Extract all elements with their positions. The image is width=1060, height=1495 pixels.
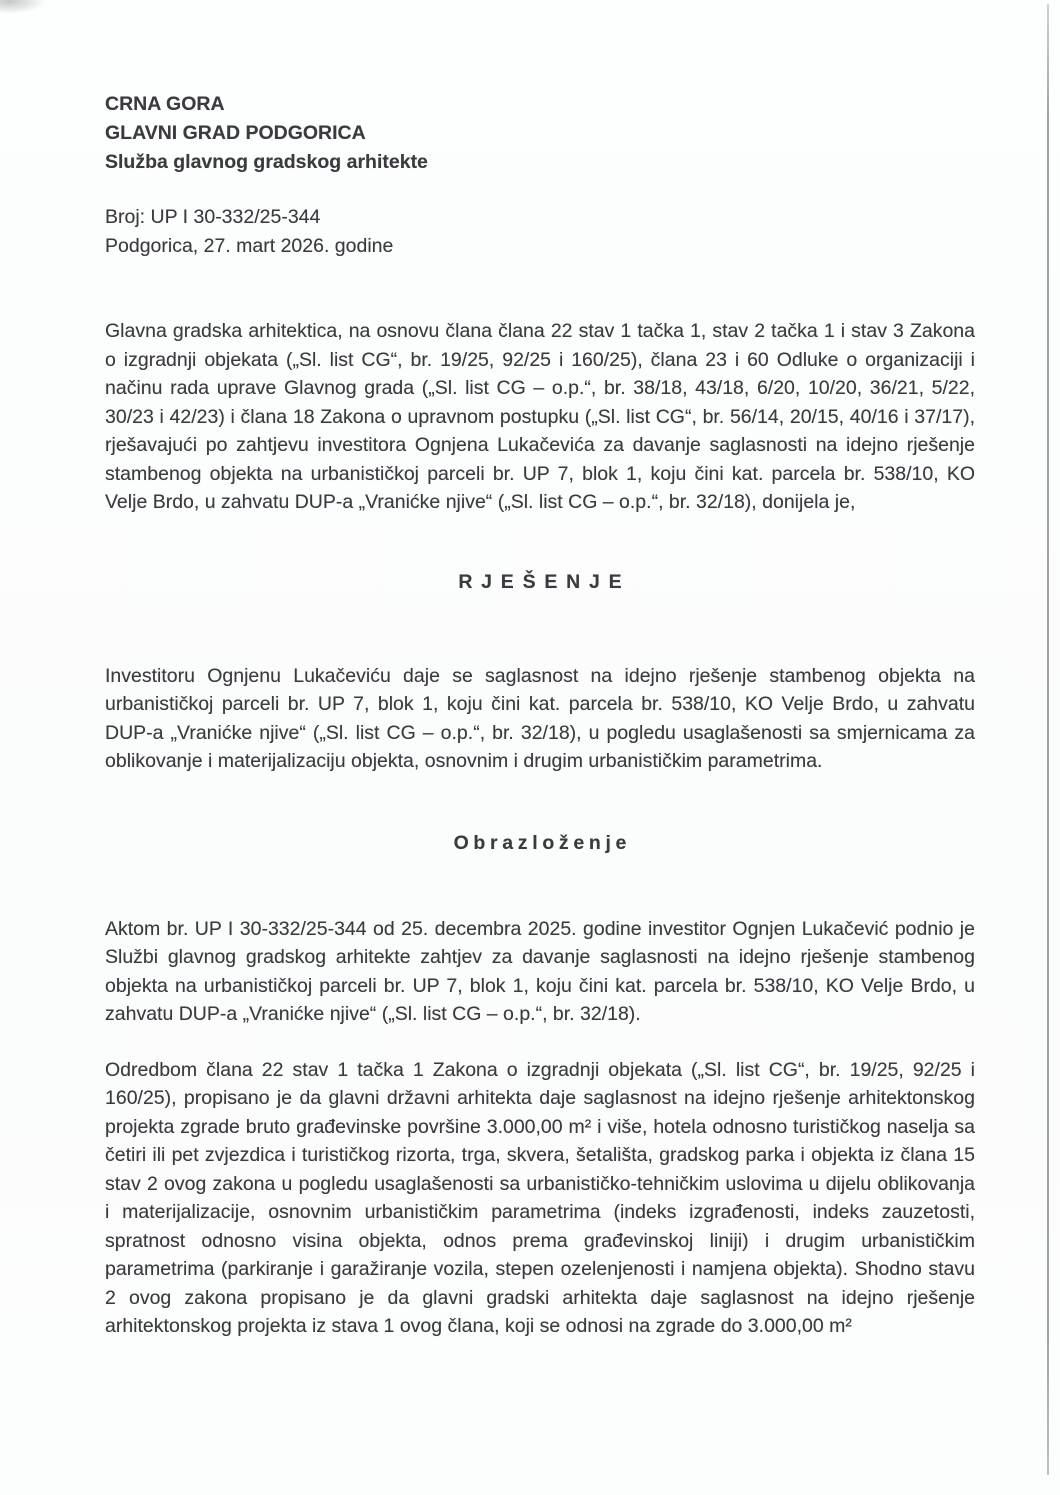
decision-paragraph: Investitoru Ognjenu Lukačeviću daje se saglasnost na idejno rješenje stambenog objekta na urbanističkoj parceli br. UP 7, blok 1, koju čini kat. parcela br. 538/10, KO Velje Brdo, u zahvatu DUP-a „Vranićke njive“ („Sl. list CG – o.p.“, br. 32/18), u pogledu usaglašenosti sa smjernicama za oblikovanje i materijalizaciju objekta, osnovnim i drugim urbanističkim parametrima.: [105, 664, 975, 772]
place-date: Podgorica, 27. mart 2026. godine: [105, 235, 394, 257]
explanation-heading: Obrazloženje: [453, 831, 632, 854]
letterhead-city: GLAVNI GRAD PODGORICA: [105, 122, 366, 144]
explanation-paragraph-2: Odredbom člana 22 stav 1 tačka 1 Zakona o izgradnji objekata („Sl. list CG“, br. 19/25, 92/25 i 160/25), propisano je da glavni državni arhitekta daje saglasnost na idejno rješenje arhitektonskog projekta zgrade bruto građevinske površine 3.000,00 m² i više, hotela odnosno turističkog naselja sa četiri ili pet zvjezdica i turističkog rizorta, trga, skvera, šetališta, gradskog parka i objekta iz člana 15 stav 2 ovog zakona u pogledu usaglašenosti sa urbanističko-tehničkim uslovima u dijelu oblikovanja i materijalizacije, osnovnim urbanističkim parametrima (indeks izgrađenosti, indeks zauzetosti, spratnost odnosno visina objekta, odnos prema građevinskoj liniji) i drugim urbanističkim parametrima (parkiranje i garažiranje vozila, stepen ozelenjenosti i namjena objekta). Shodno stavu 2 ovog zakona propisano je da glavni gradski arhitekta daje saglasnost na idejno rješenje arhitektonskog projekta iz stava 1 ovog člana, koji se odnosi na zgrade do 3.000,00 m²: [105, 1058, 975, 1337]
scan-corner-artifact: [0, 0, 46, 14]
letterhead: [105, 90, 975, 177]
letterhead-country: CRNA GORA: [105, 93, 225, 115]
preamble-paragraph: Glavna gradska arhitektica, na osnovu člana člana 22 stav 1 tačka 1, stav 2 tačka 1 i stav 3 Zakona o izgradnji objekata („Sl. list CG“, br. 19/25, 92/25 i 160/25), člana 23 i 60 Odluke o organizaciji i načinu rada uprave Glavnog grada („Sl. list CG – o.p.“, br. 38/18, 43/18, 6/20, 10/20, 36/21, 5/22, 30/23 i 42/23) i člana 18 Zakona o upravnom postupku („Sl. list CG“, br. 56/14, 20/15, 40/16 i 37/17), rješavajući po zahtjevu investitora Ognjena Lukačevića za davanje saglasnosti na idejno rješenje stambenog objekta na urbanističkoj parceli br. UP 7, blok 1, koju čini kat. parcela br. 538/10, KO Velje Brdo, u zahvatu DUP-a „Vranićke njive“ („Sl. list CG – o.p.“, br. 32/18), donijela je,: [105, 320, 975, 513]
case-number: Broj: UP I 30-332/25-344: [105, 206, 321, 228]
explanation-paragraph-1: Aktom br. UP I 30-332/25-344 od 25. decembra 2025. godine investitor Ognjen Lukačević podnio je Službi glavnog gradskog arhitekte zahtjev za davanje saglasnosti na idejno rješenje stambenog objekta na urbanističkoj parceli br. UP 7, blok 1, koju čini kat. parcela br. 538/10, KO Velje Brdo, u zahvatu DUP-a „Vranićke njive“ („Sl. list CG – o.p.“, br. 32/18).: [105, 917, 975, 1025]
scan-edge-line: [1047, 4, 1050, 1475]
decision-heading: RJEŠENJE: [458, 570, 631, 593]
reference-block: [105, 203, 975, 261]
letterhead-office: Služba glavnog gradskog arhitekte: [105, 151, 428, 173]
document-content: [105, 0, 975, 1341]
